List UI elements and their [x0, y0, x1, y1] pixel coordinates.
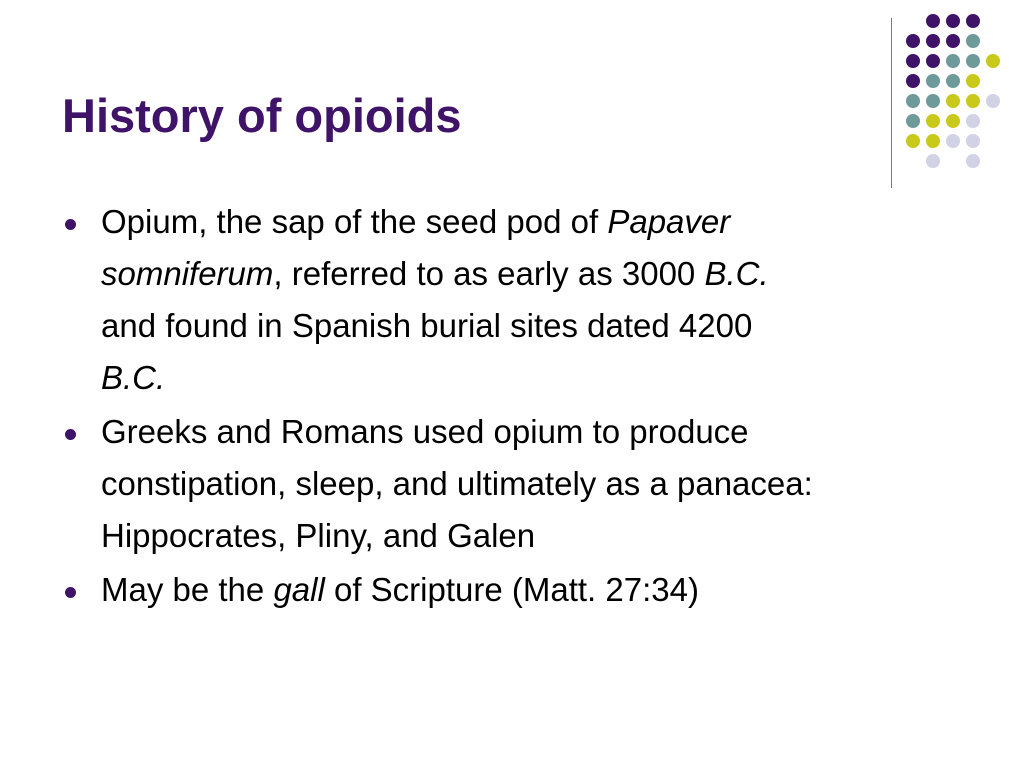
decorative-dot — [946, 54, 960, 68]
title-divider-line — [891, 18, 892, 188]
decorative-dot — [966, 54, 980, 68]
decorative-dot — [966, 74, 980, 88]
bullet-text-run: May be the — [101, 571, 274, 608]
decorative-dot-grid — [906, 14, 1006, 164]
bullet-text-run: Opium, the sap of the seed pod of — [101, 203, 608, 240]
decorative-dot — [966, 34, 980, 48]
bullet-item — [62, 406, 822, 562]
decorative-dot — [906, 34, 920, 48]
decorative-dot — [926, 94, 940, 108]
decorative-dot — [946, 94, 960, 108]
bullet-text-run: and found in Spanish burial sites dated 4200 — [101, 307, 753, 344]
decorative-dot — [926, 114, 940, 128]
bullet-text — [101, 203, 769, 396]
decorative-dot — [966, 154, 980, 168]
decorative-dot — [906, 54, 920, 68]
decorative-dot — [986, 94, 1000, 108]
decorative-dot — [926, 74, 940, 88]
bullet-dot-icon — [65, 429, 76, 440]
bullet-text — [101, 413, 813, 554]
bullet-dot-icon — [65, 219, 76, 230]
decorative-dot — [946, 134, 960, 148]
decorative-dot — [926, 34, 940, 48]
bullet-list — [62, 196, 822, 618]
decorative-dot — [966, 114, 980, 128]
bullet-text — [101, 571, 699, 608]
decorative-dot — [906, 114, 920, 128]
decorative-dot — [966, 94, 980, 108]
decorative-dot — [926, 134, 940, 148]
decorative-dot — [926, 14, 940, 28]
bullet-text-run: , referred to as early as 3000 — [273, 255, 705, 292]
decorative-dot — [946, 114, 960, 128]
decorative-dot — [906, 134, 920, 148]
slide-title: History of opioids — [62, 89, 462, 142]
decorative-dot — [946, 74, 960, 88]
bullet-text-run: of Scripture (Matt. 27:34) — [324, 571, 699, 608]
bullet-text-italic: gall — [273, 571, 325, 608]
decorative-dot — [906, 94, 920, 108]
decorative-dot — [926, 154, 940, 168]
bullet-text-run: Greeks and Romans used opium to produce constipation, sleep, and ultimately as a panacea: Hippocrates, Pliny, and Galen — [101, 413, 813, 554]
decorative-dot — [946, 34, 960, 48]
bullet-text-italic: Papaver somniferum — [101, 203, 731, 292]
decorative-dot — [966, 134, 980, 148]
bullet-item — [62, 564, 822, 616]
decorative-dot — [946, 14, 960, 28]
decorative-dot — [986, 54, 1000, 68]
bullet-dot-icon — [65, 587, 76, 598]
bullet-item — [62, 196, 822, 404]
decorative-dot — [966, 14, 980, 28]
bullet-text-italic: B.C. — [704, 255, 769, 292]
decorative-dot — [906, 74, 920, 88]
decorative-dot — [926, 54, 940, 68]
bullet-text-italic: B.C. — [101, 359, 166, 396]
